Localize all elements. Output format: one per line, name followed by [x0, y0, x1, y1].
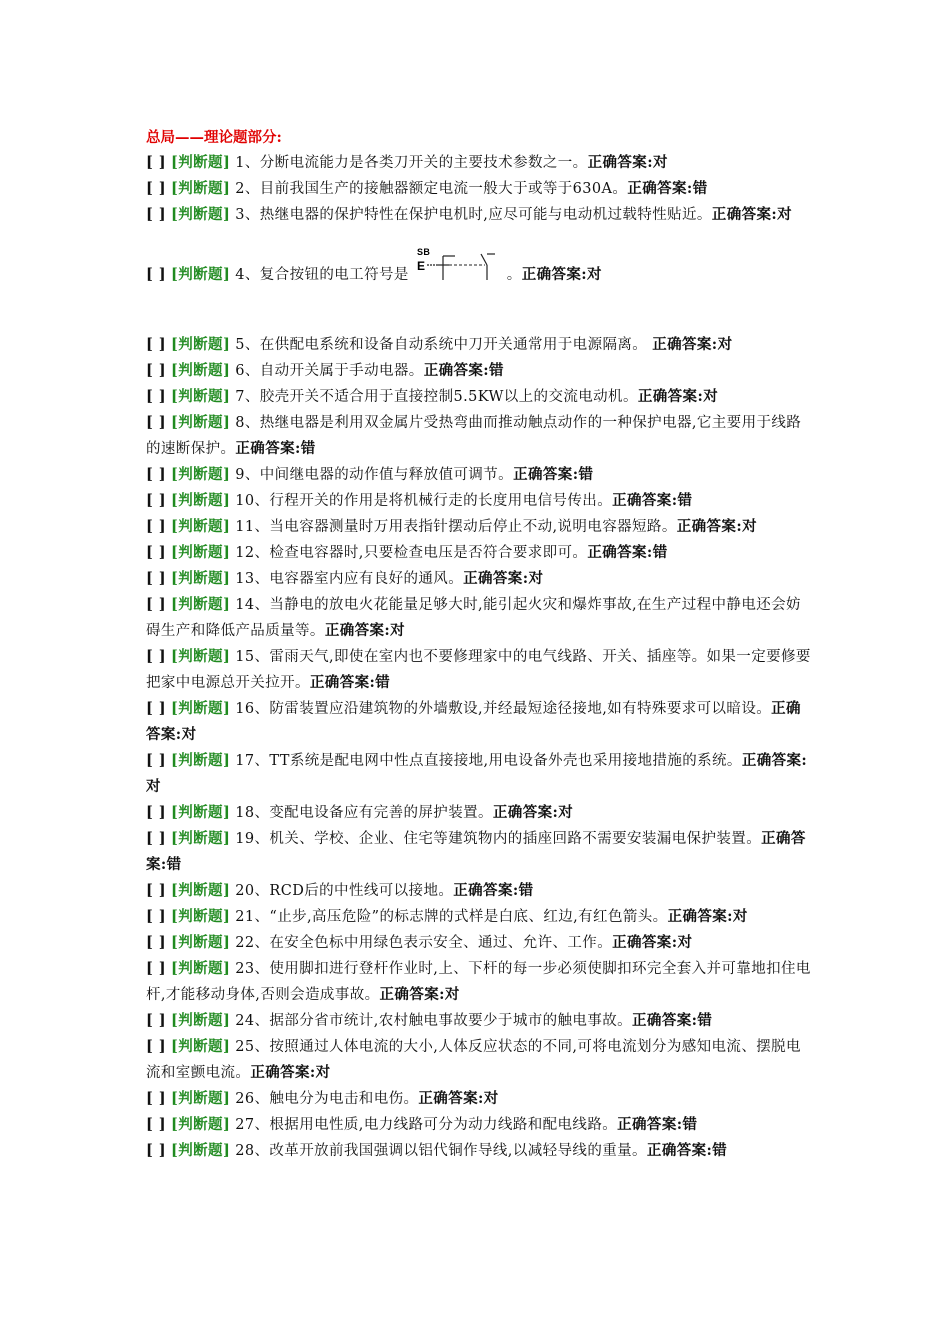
question-text: 胶壳开关不适合用于直接控制5.5KW以上的交流电动机。 [259, 389, 638, 405]
answer-prefix: 正确答案: [492, 804, 559, 821]
answer-value: 错 [518, 882, 534, 899]
answer-prefix: 正确答案: [741, 752, 808, 769]
question-number: 8、 [235, 415, 260, 431]
question-number: 2、 [235, 181, 260, 197]
answer-value: 对 [528, 570, 544, 587]
answer-value: 错 [166, 856, 182, 873]
question-text: 行程开关的作用是将机械行走的长度用电信号传出。 [269, 493, 613, 509]
answer-prefix: 正确答案: [453, 882, 519, 899]
answer-prefix: 正确答案: [627, 180, 693, 197]
question-number: 22、 [235, 935, 270, 951]
question-item [146, 488, 812, 514]
answer-prefix: 正确答案: [617, 1116, 683, 1133]
question-type-tag: [判断题] [171, 1038, 231, 1055]
question-number: 20、 [235, 883, 270, 899]
answer-prefix: 正确答案: [146, 700, 801, 743]
question-type-tag: [判断题] [171, 492, 231, 509]
question-type-tag: [判断题] [171, 648, 231, 665]
answer-prefix: 正确答案: [612, 492, 678, 509]
question-text: 按照通过人体电流的大小,人体反应状态的不同,可将电流划分为感知电流、摆脱电流和室颤电流。 [146, 1039, 801, 1081]
question-text: 在安全色标中用绿色表示安全、通过、允许、工作。 [269, 935, 613, 951]
document-page [146, 126, 812, 1164]
answer-prefix: 正确答案: [667, 908, 733, 925]
answer-bracket: [ ] [146, 492, 166, 509]
question-text-after: 。 [506, 267, 522, 283]
question-type-tag: [判断题] [171, 544, 231, 561]
answer-bracket: [ ] [146, 154, 166, 171]
question-type-tag: [判断题] [171, 882, 231, 899]
answer-prefix: 正确答案: [587, 544, 653, 561]
question-number: 24、 [235, 1013, 270, 1029]
question-number: 9、 [235, 467, 260, 483]
question-type-tag: [判断题] [171, 1012, 231, 1029]
answer-prefix: 正确答案: [711, 206, 778, 223]
question-type-tag: [判断题] [171, 596, 231, 613]
answer-value: 对 [652, 154, 668, 171]
question-number: 3、 [235, 207, 260, 223]
question-item [146, 956, 812, 1008]
question-number: 19、 [235, 831, 270, 847]
question-text: 当电容器测量时万用表指针摆动后停止不动,说明电容器短路。 [269, 519, 677, 535]
answer-bracket: [ ] [146, 206, 166, 223]
question-number: 5、 [235, 337, 260, 353]
answer-prefix: 正确答案: [463, 570, 529, 587]
answer-bracket: [ ] [146, 804, 166, 821]
question-text: 在供配电系统和设备自动系统中刀开关通常用于电源隔离。 [259, 337, 653, 353]
question-item [146, 202, 812, 228]
answer-value: 对 [742, 518, 757, 535]
question-number: 14、 [235, 597, 270, 613]
question-text: 复合按钮的电工符号是 [259, 267, 409, 283]
question-type-tag: [判断题] [171, 1090, 231, 1107]
answer-bracket: [ ] [146, 934, 166, 951]
answer-bracket: [ ] [146, 1090, 166, 1107]
question-item [146, 358, 812, 384]
question-type-tag: [判断题] [171, 466, 231, 483]
question-type-tag: [判断题] [171, 960, 231, 977]
question-text: 防雷装置应沿建筑物的外墙敷设,并经最短途径接地,如有特殊要求可以暗设。 [269, 701, 772, 717]
question-text: 检查电容器时,只要检查电压是否符合要求即可。 [269, 545, 588, 561]
question-type-tag: [判断题] [171, 266, 231, 283]
question-item [146, 800, 812, 826]
answer-value: 对 [587, 266, 602, 283]
question-item [146, 1086, 812, 1112]
question-item [146, 540, 812, 566]
answer-value: 对 [181, 726, 197, 743]
question-type-tag: [判断题] [171, 388, 231, 405]
answer-bracket: [ ] [146, 414, 166, 431]
answer-prefix: 正确答案: [652, 336, 718, 353]
question-type-tag: [判断题] [171, 1142, 231, 1159]
answer-prefix: 正确答案: [513, 466, 579, 483]
question-number: 15、 [235, 649, 270, 665]
question-text: 中间继电器的动作值与释放值可调节。 [259, 467, 514, 483]
question-item [146, 1112, 812, 1138]
answer-value: 对 [558, 804, 574, 821]
answer-prefix: 正确答案: [423, 362, 490, 379]
answer-value: 对 [390, 622, 406, 639]
question-number: 17、 [235, 753, 270, 769]
answer-value: 对 [483, 1090, 499, 1107]
question-number: 28、 [235, 1143, 270, 1159]
question-text: 热继电器是利用双金属片受热弯曲而推动触点动作的一种保护电器,它主要用于线路的速断保护。 [146, 415, 802, 457]
answer-value: 错 [677, 492, 693, 509]
answer-value: 对 [717, 336, 733, 353]
answer-bracket: [ ] [146, 544, 166, 561]
question-number: 10、 [235, 493, 270, 509]
question-number: 23、 [235, 961, 270, 977]
answer-bracket: [ ] [146, 596, 166, 613]
answer-bracket: [ ] [146, 336, 166, 353]
answer-bracket: [ ] [146, 266, 166, 283]
answer-value: 对 [677, 934, 693, 951]
answer-value: 错 [489, 362, 504, 379]
question-item [146, 514, 812, 540]
answer-bracket: [ ] [146, 518, 166, 535]
question-item [146, 644, 812, 696]
question-number: 18、 [235, 805, 270, 821]
question-item [146, 904, 812, 930]
answer-prefix: 正确答案: [146, 830, 806, 873]
answer-value: 错 [692, 180, 708, 197]
question-text: 变配电设备应有完善的屏护装置。 [269, 805, 493, 821]
question-text: 分断电流能力是各类刀开关的主要技术参数之一。 [259, 155, 588, 171]
answer-value: 错 [697, 1012, 713, 1029]
question-item [146, 696, 812, 748]
answer-value: 对 [315, 1064, 331, 1081]
answer-bracket: [ ] [146, 648, 166, 665]
question-type-tag: [判断题] [171, 414, 231, 431]
answer-prefix: 正确答案: [612, 934, 678, 951]
question-item [146, 1034, 812, 1086]
answer-prefix: 正确答案: [676, 518, 743, 535]
question-type-tag: [判断题] [171, 934, 231, 951]
question-text: 根据用电性质,电力线路可分为动力线路和配电线路。 [269, 1117, 618, 1133]
question-number: 1、 [235, 155, 260, 171]
answer-bracket: [ ] [146, 466, 166, 483]
answer-bracket: [ ] [146, 908, 166, 925]
question-text: 改革开放前我国强调以铝代铜作导线,以减轻导线的重量。 [269, 1143, 647, 1159]
answer-value: 错 [300, 440, 316, 457]
question-number: 26、 [235, 1091, 270, 1107]
answer-value: 对 [732, 908, 748, 925]
question-text: TT系统是配电网中性点直接接地,用电设备外壳也采用接地措施的系统。 [269, 753, 742, 769]
composite-button-symbol-icon [415, 244, 499, 294]
question-text: “止步,高压危险”的标志牌的式样是白底、红边,有红色箭头。 [269, 909, 668, 925]
question-type-tag: [判断题] [171, 804, 231, 821]
question-text: 机关、学校、企业、住宅等建筑物内的插座回路不需要安装漏电保护装置。 [269, 831, 762, 847]
answer-value: 对 [703, 388, 719, 405]
question-number: 11、 [235, 519, 270, 535]
answer-value: 错 [682, 1116, 698, 1133]
answer-value: 对 [777, 206, 793, 223]
answer-bracket: [ ] [146, 388, 166, 405]
question-item [146, 566, 812, 592]
question-number: 13、 [235, 571, 270, 587]
answer-prefix: 正确答案: [250, 1064, 316, 1081]
question-number: 16、 [235, 701, 270, 717]
question-type-tag: [判断题] [171, 180, 231, 197]
question-item [146, 410, 812, 462]
answer-bracket: [ ] [146, 830, 166, 847]
question-item [146, 332, 812, 358]
question-number: 6、 [235, 363, 260, 379]
question-type-tag: [判断题] [171, 830, 231, 847]
answer-bracket: [ ] [146, 752, 166, 769]
question-type-tag: [判断题] [171, 1116, 231, 1133]
answer-prefix: 正确答案: [637, 388, 704, 405]
answer-value: 错 [652, 544, 668, 561]
question-item [146, 462, 812, 488]
answer-bracket: [ ] [146, 362, 166, 379]
answer-prefix: 正确答案: [587, 154, 653, 171]
answer-prefix: 正确答案: [646, 1142, 713, 1159]
symbol-label-e: E [416, 259, 426, 273]
answer-bracket: [ ] [146, 570, 166, 587]
question-item [146, 748, 812, 800]
question-list [146, 150, 812, 1164]
question-text: 使用脚扣进行登杆作业时,上、下杆的每一步必须使脚扣环完全套入并可靠地扣住电杆,才能移动身体,否则会造成事故。 [146, 961, 811, 1003]
answer-bracket: [ ] [146, 1012, 166, 1029]
question-number: 25、 [235, 1039, 270, 1055]
question-type-tag: [判断题] [171, 752, 231, 769]
question-type-tag: [判断题] [171, 570, 231, 587]
answer-bracket: [ ] [146, 1142, 166, 1159]
answer-value: 错 [375, 674, 391, 691]
question-type-tag: [判断题] [171, 362, 231, 379]
answer-prefix: 正确答案: [309, 674, 376, 691]
answer-bracket: [ ] [146, 1116, 166, 1133]
answer-bracket: [ ] [146, 882, 166, 899]
answer-value: 错 [712, 1142, 728, 1159]
answer-prefix: 正确答案: [324, 622, 391, 639]
question-text: 热继电器的保护特性在保护电机时,应尽可能与电动机过载特性贴近。 [259, 207, 712, 223]
answer-bracket: [ ] [146, 1038, 166, 1055]
question-type-tag: [判断题] [171, 206, 231, 223]
question-text: 目前我国生产的接触器额定电流一般大于或等于630A。 [259, 181, 628, 197]
question-item [146, 878, 812, 904]
question-item [146, 592, 812, 644]
section-heading: 总局——理论题部分: [146, 129, 282, 146]
question-number: 21、 [235, 909, 270, 925]
question-text: 触电分为电击和电伤。 [269, 1091, 419, 1107]
question-item [146, 1138, 812, 1164]
answer-prefix: 正确答案: [418, 1090, 484, 1107]
question-item [146, 930, 812, 956]
symbol-label-sb: SB [416, 247, 431, 257]
question-number: 4、 [235, 267, 260, 283]
question-text: 雷雨天气,即使在室内也不要修理家中的电气线路、开关、插座等。如果一定要修要把家中电源总开关拉开。 [146, 649, 811, 691]
question-item [146, 1008, 812, 1034]
question-number: 7、 [235, 389, 260, 405]
question-item [146, 247, 812, 288]
answer-bracket: [ ] [146, 700, 166, 717]
question-item [146, 826, 812, 878]
question-number: 27、 [235, 1117, 270, 1133]
question-type-tag: [判断题] [171, 908, 231, 925]
question-text: 据部分省市统计,农村触电事故要少于城市的触电事故。 [269, 1013, 633, 1029]
question-type-tag: [判断题] [171, 154, 231, 171]
question-text: 自动开关属于手动电器。 [259, 363, 424, 379]
answer-value: 对 [444, 986, 460, 1003]
question-text: 电容器室内应有良好的通风。 [269, 571, 464, 587]
answer-prefix: 正确答案: [235, 440, 301, 457]
answer-prefix: 正确答案: [521, 266, 588, 283]
question-text: RCD后的中性线可以接地。 [269, 883, 454, 899]
answer-bracket: [ ] [146, 960, 166, 977]
answer-value: 对 [146, 778, 161, 795]
answer-prefix: 正确答案: [632, 1012, 698, 1029]
question-item [146, 176, 812, 202]
question-number: 12、 [235, 545, 270, 561]
question-item [146, 384, 812, 410]
answer-value: 错 [578, 466, 594, 483]
answer-bracket: [ ] [146, 180, 166, 197]
question-text: 当静电的放电火花能量足够大时,能引起火灾和爆炸事故,在生产过程中静电还会妨碍生产和降低产品质量等。 [146, 597, 801, 639]
question-type-tag: [判断题] [171, 518, 231, 535]
question-type-tag: [判断题] [171, 336, 231, 353]
question-type-tag: [判断题] [171, 700, 231, 717]
question-item [146, 150, 812, 176]
answer-prefix: 正确答案: [379, 986, 445, 1003]
